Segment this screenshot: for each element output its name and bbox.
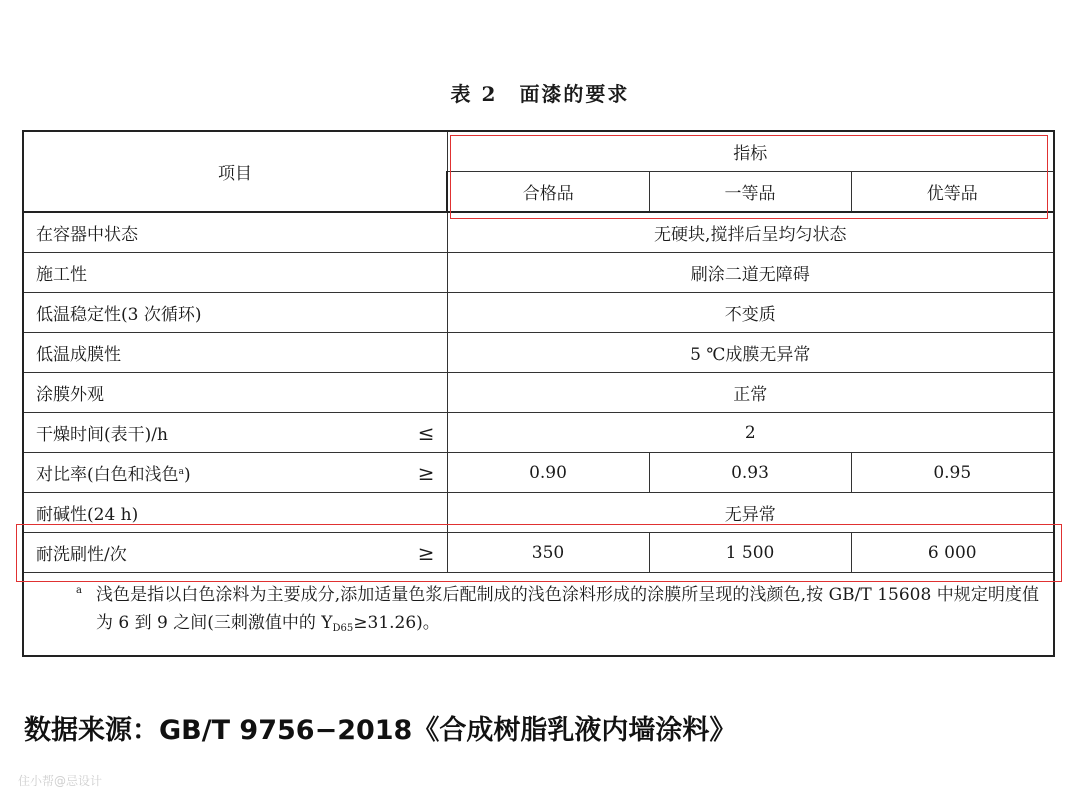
table-title bbox=[0, 78, 1080, 107]
header-item: 项目 bbox=[23, 131, 447, 212]
row-value: 0.90 bbox=[447, 453, 649, 493]
footnote-sub: D65 bbox=[332, 623, 354, 634]
row-value: 2 bbox=[447, 413, 1054, 453]
row-item: 涂膜外观 bbox=[23, 373, 447, 413]
row-item-tail: ) bbox=[184, 465, 191, 485]
grade-superior: 优等品 bbox=[851, 172, 1054, 213]
footnote-mark: a bbox=[76, 585, 82, 596]
table-row bbox=[23, 413, 1054, 453]
table-row bbox=[23, 493, 1054, 533]
table-row bbox=[23, 453, 1054, 493]
row-value: 6 000 bbox=[851, 533, 1054, 573]
grade-first: 一等品 bbox=[649, 172, 851, 213]
watermark: 住小帮@忌设计 bbox=[18, 774, 103, 788]
table-row bbox=[23, 293, 1054, 333]
table-row bbox=[23, 373, 1054, 413]
header-row-1 bbox=[23, 131, 1054, 172]
row-item: 施工性 bbox=[23, 253, 447, 293]
table-number: 表 2 bbox=[450, 82, 498, 106]
table-name: 面漆的要求 bbox=[519, 82, 630, 106]
row-item: 对比率(白色和浅色 bbox=[36, 465, 179, 485]
footnote-text-1: 浅色是指以白色涂料为主要成分,添加适量色浆后配制成的浅色涂料形成的涂膜所呈现的浅颜色,按 GB/T 15608 中规定明度值为 6 到 9 之间(三刺激值中的 Y bbox=[96, 585, 1040, 633]
row-item-cell bbox=[23, 413, 447, 453]
data-source: 数据来源：GB/T 9756−2018《合成树脂乳液内墙涂料》 bbox=[24, 715, 737, 746]
requirements-table bbox=[22, 130, 1055, 657]
footnote-text bbox=[74, 581, 1039, 643]
greater-equal-symbol: ≥ bbox=[417, 460, 435, 485]
row-item: 干燥时间(表干)/h bbox=[36, 425, 168, 445]
row-value: 正常 bbox=[447, 373, 1054, 413]
row-item: 耐洗刷性/次 bbox=[36, 545, 127, 565]
row-value: 不变质 bbox=[447, 293, 1054, 333]
footnote-ref: a bbox=[178, 467, 185, 477]
row-item: 低温稳定性(3 次循环) bbox=[23, 293, 447, 333]
row-item: 低温成膜性 bbox=[23, 333, 447, 373]
footnote-row bbox=[23, 573, 1054, 657]
row-item-cell bbox=[23, 453, 447, 493]
row-item: 在容器中状态 bbox=[23, 212, 447, 253]
row-value: 0.93 bbox=[649, 453, 851, 493]
greater-equal-symbol: ≥ bbox=[417, 540, 435, 565]
row-value: 1 500 bbox=[649, 533, 851, 573]
less-equal-symbol: ≤ bbox=[417, 420, 435, 445]
table-row bbox=[23, 533, 1054, 573]
footnote bbox=[23, 573, 1054, 657]
row-value: 刷涂二道无障碍 bbox=[447, 253, 1054, 293]
footnote-text-2: ≥31.26)。 bbox=[353, 613, 440, 633]
table-row bbox=[23, 333, 1054, 373]
row-value: 350 bbox=[447, 533, 649, 573]
row-value: 无硬块,搅拌后呈均匀状态 bbox=[447, 212, 1054, 253]
row-item: 耐碱性(24 h) bbox=[23, 493, 447, 533]
header-indicator: 指标 bbox=[447, 131, 1054, 172]
row-value: 5 ℃成膜无异常 bbox=[447, 333, 1054, 373]
table-row bbox=[23, 212, 1054, 253]
row-value: 0.95 bbox=[851, 453, 1054, 493]
grade-qualified: 合格品 bbox=[447, 172, 649, 213]
row-item-cell bbox=[23, 533, 447, 573]
row-value: 无异常 bbox=[447, 493, 1054, 533]
table-row bbox=[23, 253, 1054, 293]
